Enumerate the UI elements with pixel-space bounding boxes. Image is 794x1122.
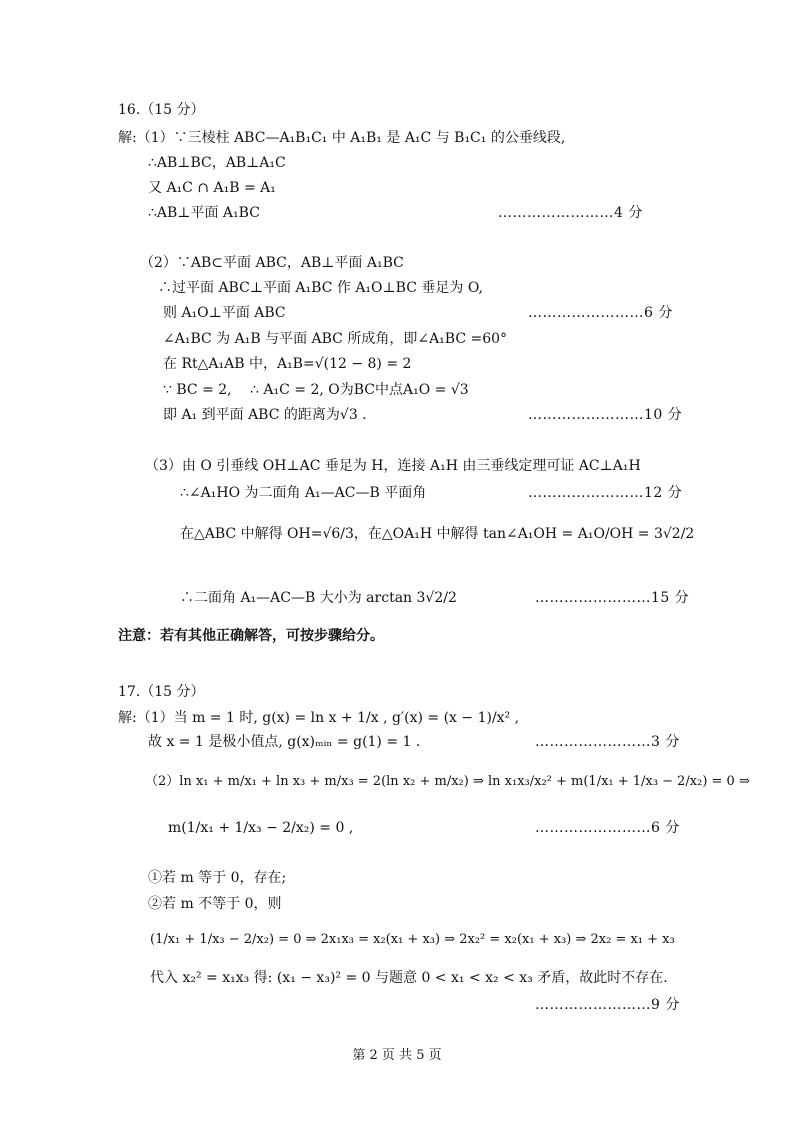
- q16-p2-line2: ∴过平面 ABC⊥平面 A₁BC 作 A₁O⊥BC 垂足为 O,: [158, 280, 483, 296]
- q16-p3-line4: ∴二面角 A₁—AC—B 大小为 arctan 3√2/2: [180, 590, 457, 606]
- q16-p2-line7: 即 A₁ 到平面 ABC 的距离为√3 .: [163, 407, 367, 423]
- q16-p3-line1: （3）由 O 引垂线 OH⊥AC 垂足为 H，连接 A₁H 由三垂线定理可证 AC⊥A₁H: [145, 458, 641, 474]
- q17-header: 17.（15 分）: [118, 684, 205, 700]
- q16-p3-points-12: ……………………12 分: [528, 485, 683, 501]
- q16-p1-line1: 解:（1）∵三棱柱 ABC—A₁B₁C₁ 中 A₁B₁ 是 A₁C 与 B₁C₁ 的公垂线段,: [118, 130, 566, 146]
- q17-p2-line2: m(1/x₁ + 1/x₃ − 2/x₂) = 0 ,: [168, 820, 354, 836]
- page-number: 第 2 页 共 5 页: [352, 1048, 442, 1063]
- q17-p2-line6: 代入 x₂² = x₁x₃ 得: (x₁ − x₃)² = 0 与题意 0 < x₁ < x₂ < x₃ 矛盾，故此时不存在.: [150, 970, 668, 986]
- q17-p1-points-3: ……………………3 分: [535, 734, 680, 750]
- q17-p2-line3: ①若 m 等于 0，存在;: [148, 870, 287, 886]
- q17-p2-points-9: ……………………9 分: [535, 997, 680, 1013]
- q16-p2-line4: ∠A₁BC 为 A₁B 与平面 ABC 所成角，即∠A₁BC =60°: [163, 331, 508, 347]
- q16-p1-line4: ∴AB⊥平面 A₁BC: [148, 205, 260, 221]
- q16-p2-line6: ∵ BC = 2, ∴ A₁C = 2, O为BC中点A₁O = √3: [163, 382, 469, 398]
- q17-p1-line1: 解:（1）当 m = 1 时, g(x) = ln x + 1/x , g′(x) = (x − 1)/x² ,: [118, 710, 520, 726]
- q16-p1-line2: ∴AB⊥BC，AB⊥A₁C: [148, 155, 286, 171]
- q17-p1-line2: 故 x = 1 是极小值点, g(x)ₘᵢₙ = g(1) = 1 .: [148, 734, 421, 750]
- q16-p1-points: ……………………4 分: [498, 205, 643, 221]
- q16-p1-line3: 又 A₁C ∩ A₁B = A₁: [148, 180, 276, 196]
- q16-p2-points-10: ……………………10 分: [528, 407, 683, 423]
- q17-p2-line5: (1/x₁ + 1/x₃ − 2/x₂) = 0 ⇒ 2x₁x₃ = x₂(x₁ + x₃) ⇒ 2x₂² = x₂(x₁ + x₃) ⇒ 2x₂ = x₁ + x₃: [150, 932, 675, 947]
- q17-p2-points-6: ……………………6 分: [535, 820, 680, 836]
- q16-header: 16.（15 分）: [118, 102, 205, 118]
- q17-p2-line4: ②若 m 不等于 0，则: [148, 896, 282, 912]
- q16-p2-line5: 在 Rt△A₁AB 中，A₁B=√(12 − 8) = 2: [163, 356, 412, 372]
- q16-p3-line3: 在△ABC 中解得 OH=√6/3，在△OA₁H 中解得 tan∠A₁OH = A₁O/OH = 3√2/2: [180, 526, 695, 542]
- q16-p2-line3: 则 A₁O⊥平面 ABC: [163, 305, 286, 321]
- q16-p3-line2: ∴∠A₁HO 为二面角 A₁—AC—B 平面角: [180, 485, 427, 501]
- q16-p2-line1: （2）∵AB⊂平面 ABC，AB⊥平面 A₁BC: [140, 255, 404, 271]
- q16-p2-points-6: ……………………6 分: [528, 305, 673, 321]
- q16-p3-points-15: ……………………15 分: [535, 590, 690, 606]
- q17-p2-line1: （2）ln x₁ + m/x₁ + ln x₃ + m/x₃ = 2(ln x₂ + m/x₂) ⇒ ln x₁x₃/x₂² + m(1/x₁ + 1/x₃ − 2/x₂) = 0 ⇒: [145, 774, 750, 789]
- scoring-note: 注意：若有其他正确解答，可按步骤给分。: [118, 628, 384, 644]
